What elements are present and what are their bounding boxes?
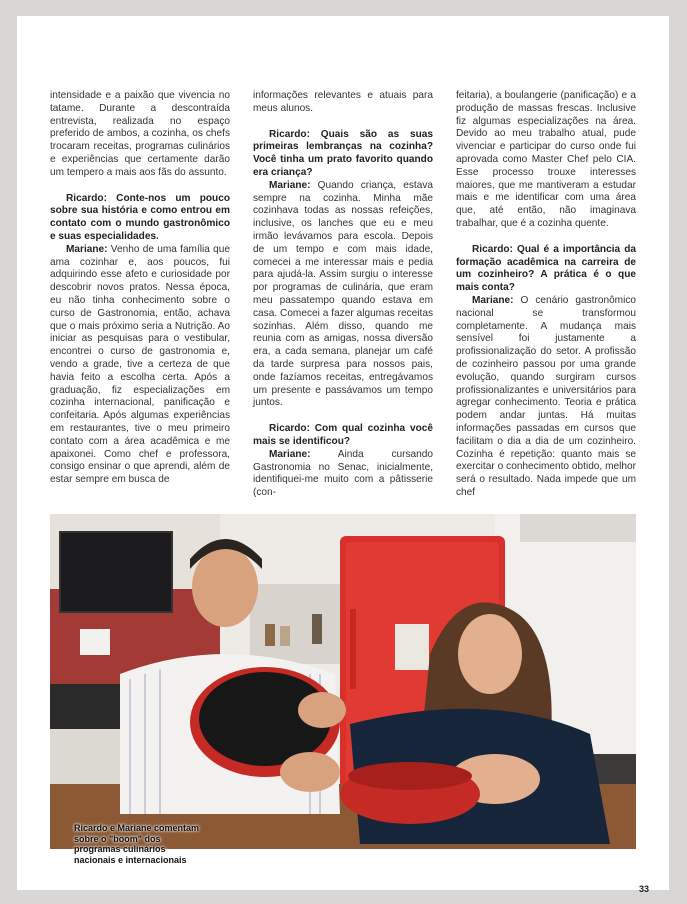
- answer-text: Venho de uma família que ama cozinhar e, aos poucos, fui adquirindo esse afeto e curiosidade por descobrir novos pratos. Nessa época, eu não tinha conhecimento sobre o curso de Gastronomia, então, achava que o mais próximo seria a Nutrição. Ao iniciar as pesquisas para o vestibular, encontrei o curso de gastronomia e, vendo a grade, tive a certeza de que havia feito a escolha certa. Após a graduação, fiz especializações em cozinha internacional, panificação e confeitaria. Após algumas experiências em restaurantes, tive o meu primeiro contato com a área acadêmica e me apaixonei. Como chef e professora, consigo ensinar o que aprendi, além de estar sempre em busca de: [50, 243, 230, 486]
- interview-question: Ricardo: Qual é a importância da formação acadêmica na carreira de um cozinheiro? A prática é o que mais conta?: [456, 243, 636, 294]
- interview-answer: [253, 180, 433, 410]
- interview-answer: [50, 244, 230, 487]
- interview-answer: [456, 295, 636, 500]
- paragraph: feitaria), a boulangerie (panificação) e a produção de massas frescas. Inclusive fiz algumas especializações na área. Devido ao meu trabalho atual, pude vivenciar e participar do curso onde fui aprovada como Master Chef pelo CIA. Esse processo trouxe interesses maiores, que me mantiveram a estudar mais e me identificar com uma área que, até então, não imaginava trabalhar, que é a cozinha quente.: [456, 90, 636, 229]
- interview-question: Ricardo: Conte-nos um pouco sobre sua história e como entrou em contato com o mundo gastronômico e suas especialidades.: [50, 192, 230, 242]
- photo-caption: Ricardo e Mariane comentam sobre o "boom" dos programas culinários nacionais e internacionais: [74, 823, 200, 865]
- interview-question: Ricardo: Quais são as suas primeiras lembranças na cozinha? Você tinha um prato favorito quando era criança?: [253, 128, 433, 178]
- text-column-3: [456, 90, 636, 500]
- magazine-page: [17, 16, 669, 894]
- kitchen-scene-illustration: [50, 514, 636, 849]
- speaker-label: Mariane:: [269, 179, 311, 191]
- text-column-1: [50, 90, 230, 487]
- speaker-label: Mariane:: [472, 294, 514, 306]
- chefs-photo: [50, 514, 636, 849]
- text-column-2: [253, 90, 433, 500]
- page-number: 33: [639, 884, 650, 894]
- answer-text: Quando criança, estava sempre na cozinha. Minha mãe cozinhava todas as nossas refeições, inclusive, os lanches que eu e meu irmão levávamos para escola. Depois de um tempo e com mais idade, comecei a me interessar mais e pedia para ajudá-la. Assim surgiu o interesse por programas de culinária, que eram meu passatempo quando estava em casa. Comecei a fazer algumas receitas sozinhas. Além disso, quando me reunia com as amigas, nossa diversão era, a cada semana, planejar um café da tarde surpresa para nossos pais, onde fazíamos receitas, entregávamos um presente e passávamos um tempo juntos.: [253, 179, 433, 409]
- interview-question: Ricardo: Com qual cozinha você mais se identificou?: [253, 423, 433, 447]
- paragraph: intensidade e a paixão que vivencia no tatame. Durante a descontraída entrevista, realizada no espaço preferido de ambos, a cozinha, os chefs trocaram receitas, programas culinários e experiências que certamente darão um tempero a mais aos fãs do assunto.: [50, 90, 230, 178]
- interview-answer: [253, 449, 433, 500]
- answer-text: Ainda cursando Gastronomia no Senac, inicialmente, identifiquei-me muito com a pâtisserie (con-: [253, 448, 433, 499]
- speaker-label: Mariane:: [269, 448, 311, 460]
- paragraph: informações relevantes e atuais para meus alunos.: [253, 90, 433, 114]
- answer-text: O cenário gastronômico nacional se transformou completamente. A mudança mais sensível foi justamente a profissionalização do setor. A profissão de cozinheiro passou por uma grande evolução, quando surgiram cursos profissionalizantes e universitários para agregar conhecimento. Teoria e prática podem andar juntas. Há muitas informações passadas em cursos que facilitam o dia a dia de um cozinheiro. Cozinha é repetição: quanto mais se exercitar o conhecimento obtido, melhor será o resultado. Nada impede que um chef: [456, 294, 636, 498]
- speaker-label: Mariane:: [66, 243, 108, 255]
